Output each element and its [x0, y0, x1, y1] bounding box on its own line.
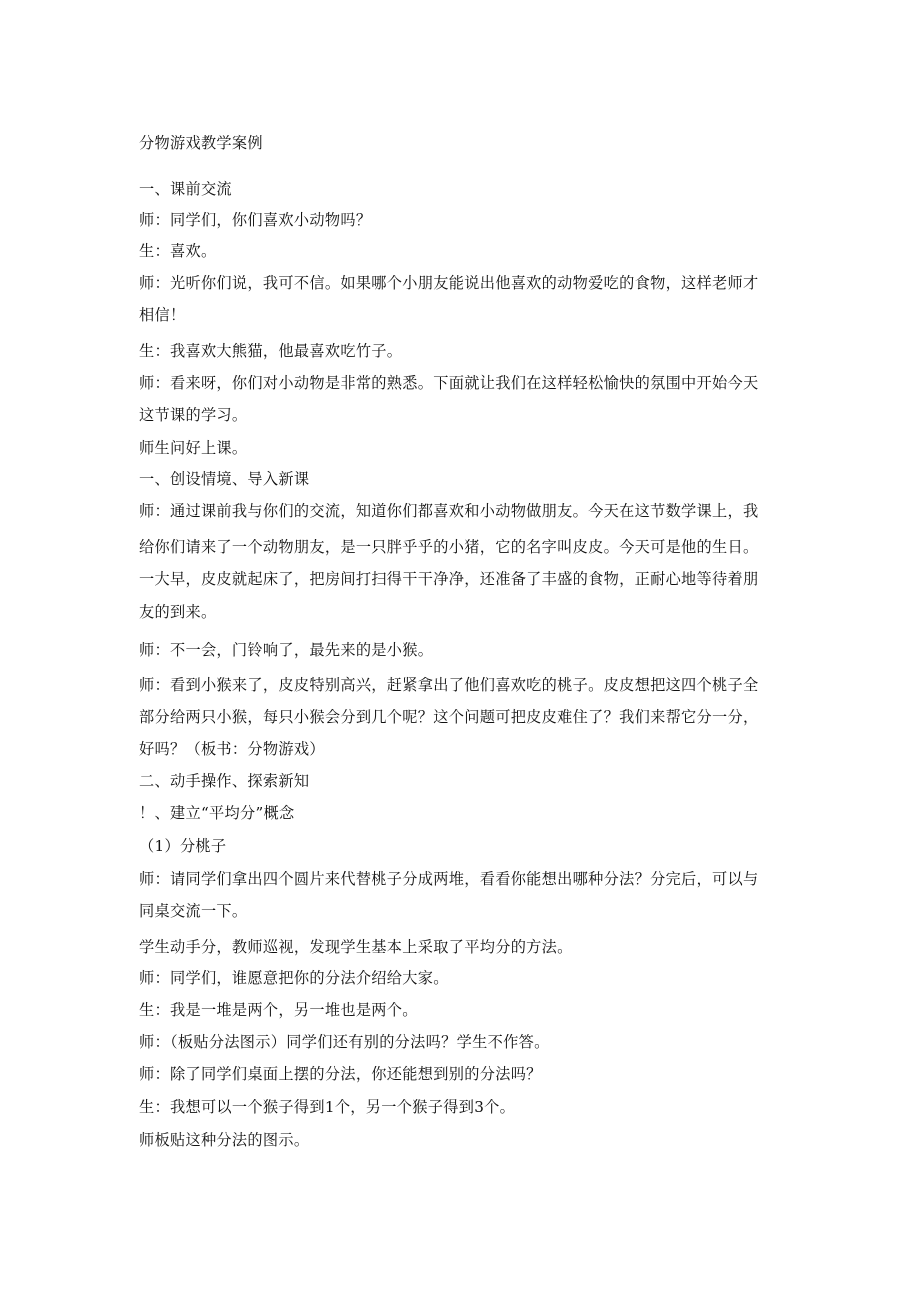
document-title: 分物游戏教学案例 [139, 134, 263, 152]
text-line: 一大早，皮皮就起床了，把房间打扫得干干净净，还准备了丰盛的食物，正耐心地等待着朋 [139, 570, 759, 588]
text-line: 师：不一会，门铃响了，最先来的是小猴。 [139, 641, 434, 659]
text-line: 生：我喜欢大熊猫，他最喜欢吃竹子。 [139, 342, 403, 360]
text-line: 同桌交流一下。 [139, 902, 248, 920]
text-line: 这节课的学习。 [139, 406, 248, 424]
text-line: 师：看来呀，你们对小动物是非常的熟悉。下面就让我们在这样轻松愉快的氛围中开始今天 [139, 374, 759, 392]
text-line: 师板贴这种分法的图示。 [139, 1131, 310, 1149]
text-line: 师：通过课前我与你们的交流，知道你们都喜欢和小动物做朋友。今天在这节数学课上，我 [139, 502, 759, 520]
text-line: 学生动手分，教师巡视，发现学生基本上采取了平均分的方法。 [139, 938, 573, 956]
text-line: 生：喜欢。 [139, 242, 217, 260]
section-heading: 二、动手操作、探索新知 [139, 772, 310, 790]
text-line: 师：光听你们说，我可不信。如果哪个小朋友能说出他喜欢的动物爱吃的食物，这样老师才 [139, 274, 759, 292]
text-line: 相信！ [139, 306, 186, 324]
text-line: 好吗？（板书：分物游戏） [139, 740, 325, 758]
text-line: 师：同学们，你们喜欢小动物吗？ [139, 211, 372, 229]
text-line: 师：看到小猴来了，皮皮特别高兴，赶紧拿出了他们喜欢吃的桃子。皮皮想把这四个桃子全 [139, 676, 759, 694]
text-line: 一、课前交流 [139, 180, 232, 198]
text-line: 部分给两只小猴，每只小猴会分到几个呢？这个问题可把皮皮难住了？我们来帮它分一分， [139, 708, 759, 726]
text-line: 师：（板贴分法图示）同学们还有别的分法吗？学生不作答。 [139, 1033, 550, 1051]
section-heading: 一、创设情境、导入新课 [139, 470, 310, 488]
subsection-heading: ！、建立“平均分”概念 [139, 804, 295, 822]
text-line: 师生问好上课。 [139, 439, 248, 457]
text-line: 生：我是一堆是两个，另一堆也是两个。 [139, 1001, 418, 1019]
text-line: 给你们请来了一个动物朋友，是一只胖乎乎的小猪，它的名字叫皮皮。今天可是他的生日。 [139, 538, 759, 556]
text-line: 师：同学们，谁愿意把你的分法介绍给大家。 [139, 969, 449, 987]
text-line: 生：我想可以一个猴子得到1个，另一个猴子得到3个。 [139, 1098, 516, 1116]
text-line: 师：除了同学们桌面上摆的分法，你还能想到别的分法吗？ [139, 1065, 542, 1083]
subsection-heading: （1）分桃子 [139, 837, 227, 855]
text-line: 友的到来。 [139, 603, 217, 621]
text-line: 师：请同学们拿出四个圆片来代替桃子分成两堆，看看你能想出哪种分法？分完后，可以与 [139, 870, 759, 888]
